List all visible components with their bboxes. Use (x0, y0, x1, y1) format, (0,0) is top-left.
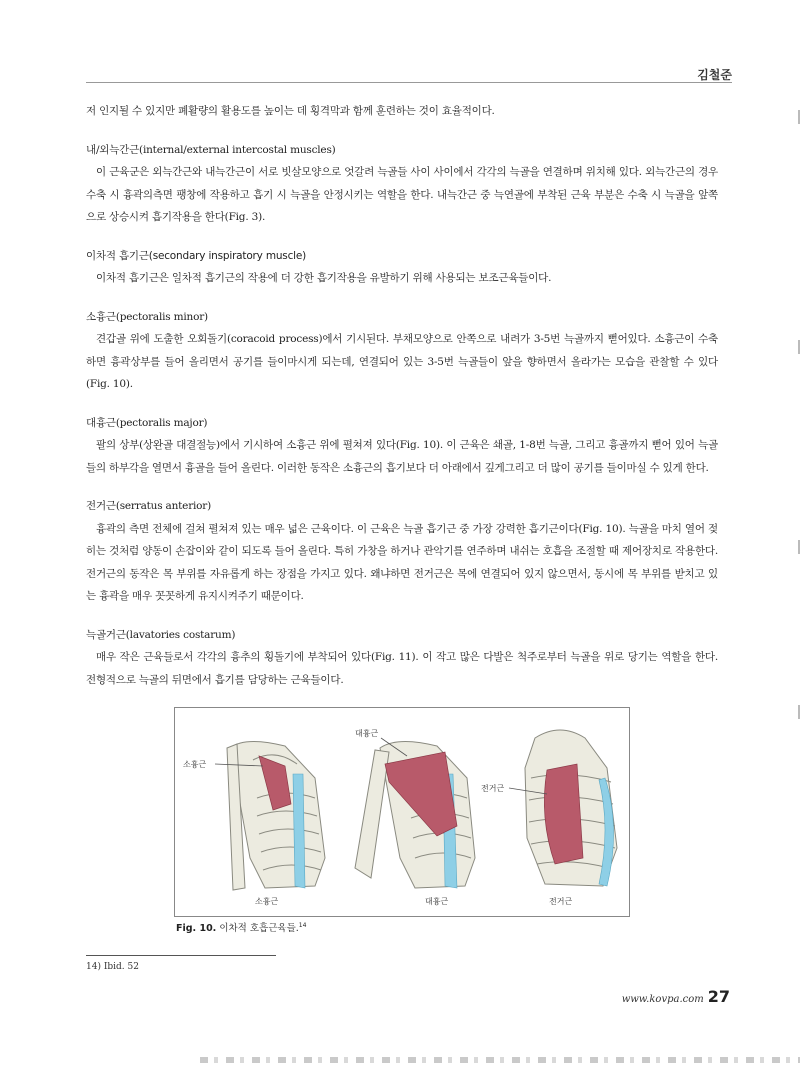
section-title-pectoralis-minor: 소흉근(pectoralis minor) (86, 310, 208, 323)
label-pectoralis-minor: 소흉근 (183, 760, 207, 769)
panel-serratus-anterior (481, 730, 617, 906)
page-number: 27 (707, 987, 730, 1006)
header-author: 김철준 (697, 68, 732, 82)
section-title-levatores: 늑골거근(lavatories costarum) (86, 628, 236, 641)
section-body-levatores: 매우 작은 근육들로서 각각의 흉추의 횡돌기에 부착되어 있다(Fig. 11). 이 작고 많은 다발은 척주로부터 늑골을 위로 당기는 역할을 한다. 전형적으로 늑골의 뒤면에서 흡기를 담당하는 근육들이다. (86, 651, 718, 686)
figure-caption-text: 이차적 호흡근육들. (216, 923, 299, 934)
caption-serratus-anterior: 전거근 (549, 897, 573, 906)
section-title-pectoralis-major: 대흉근(pectoralis major) (86, 416, 208, 429)
figure-10 (174, 707, 630, 917)
section-title-intercostal: 내/외늑간근(internal/external intercostal muscles) (86, 143, 336, 156)
section-body-secondary: 이차적 흡기근은 일차적 흡기근의 작용에 더 강한 흡기작용을 유발하기 위해 사용되는 보조근육들이다. (96, 272, 552, 284)
figure-caption-number: Fig. 10. (176, 923, 217, 934)
article-body (86, 100, 718, 691)
panel-pectoralis-major (355, 728, 475, 906)
section-title-serratus: 전거근(serratus anterior) (86, 500, 212, 512)
panel-pectoralis-minor (183, 741, 325, 906)
header-rule (86, 82, 732, 83)
page-footer (622, 987, 730, 1006)
caption-pectoralis-minor: 소흉근 (255, 897, 279, 906)
footer-url: www.kovpa.com (621, 994, 704, 1005)
section-body-serratus: 흉곽의 측면 전체에 걸쳐 펼쳐져 있는 매우 넓은 근육이다. 이 근육은 늑골 흡기근 중 가장 강력한 흡기근이다(Fig. 10). 늑골을 마치 열어 젖히는 것처럼 양동이 손잡이와 같이 되도록 들어 올린다. 특히 가창을 하거나 관악기를 연주하며 내쉬는 호흡을 조절할 때 제어장치로 작용한다. 전거근의 동작은 목 부위를 자유롭게 하는 장점을 가지고 있다. 왜냐하면 전거근은 목에 연결되어 있지 않으면서, 동시에 목 부위를 받치고 있는 흉곽을 매우 꼿꼿하게 유지시켜주기 때문이다. (86, 522, 718, 602)
section-body-intercostal: 이 근육군은 외늑간근와 내늑간근이 서로 빗살모양으로 엇갈려 늑골들 사이 사이에서 각각의 늑골을 연결하며 위치해 있다. 외늑간근의 경우 수축 시 흉곽의측면 팽창에 작용하고 흡기 시 늑골을 안정시키는 역할을 한다. 내늑간근 중 늑연골에 부착된 근육 부분은 수축 시 늑골을 앞쪽으로 상승시켜 흡기작용을 한다(Fig. 3). (86, 166, 718, 223)
section-body-pectoralis-major: 팔의 상부(상완골 대결절능)에서 기시하여 소흉근 위에 펼쳐져 있다(Fig. 10). 이 근육은 쇄골, 1-8번 늑골, 그리고 흉골까지 뻗어 있어 늑골들의 하부각을 열면서 흉골을 들어 올린다. 이러한 동작은 소흉근의 흡기보다 더 아래에서 깊게그리고 더 많이 공기를 들이마실 수 있게 한다. (86, 439, 718, 474)
figure-caption (176, 920, 306, 934)
caption-pectoralis-major: 대흉근 (425, 897, 449, 906)
figure-illustration (175, 708, 629, 916)
footnote-rule (86, 955, 276, 956)
section-body-pectoralis-minor: 견갑골 위에 도출한 오회돌기(coracoid process)에서 기시된다. 부채모양으로 안쪽으로 내려가 3-5번 늑골까지 뻗어있다. 소흉근이 수축하면 흉곽상부를 들어 올리면서 공기를 들이마시게 되는데, 연결되어 있는 3-5번 늑골들이 앞을 향하면서 올라가는 모습을 관찰할 수 있다(Fig. 10). (86, 333, 718, 390)
footnote: 14) Ibid. 52 (86, 962, 139, 972)
intro-paragraph: 저 인지될 수 있지만 폐활량의 활용도를 높이는 데 횡격막과 함께 훈련하는 것이 효율적이다. (86, 105, 495, 117)
section-title-secondary: 이차적 흡기근(secondary inspiratory muscle) (86, 249, 307, 262)
scan-artifact (200, 1057, 800, 1063)
figure-caption-ref: 14 (298, 921, 307, 929)
label-serratus-anterior: 전거근 (481, 784, 505, 793)
label-pectoralis-major: 대흉근 (355, 729, 379, 738)
